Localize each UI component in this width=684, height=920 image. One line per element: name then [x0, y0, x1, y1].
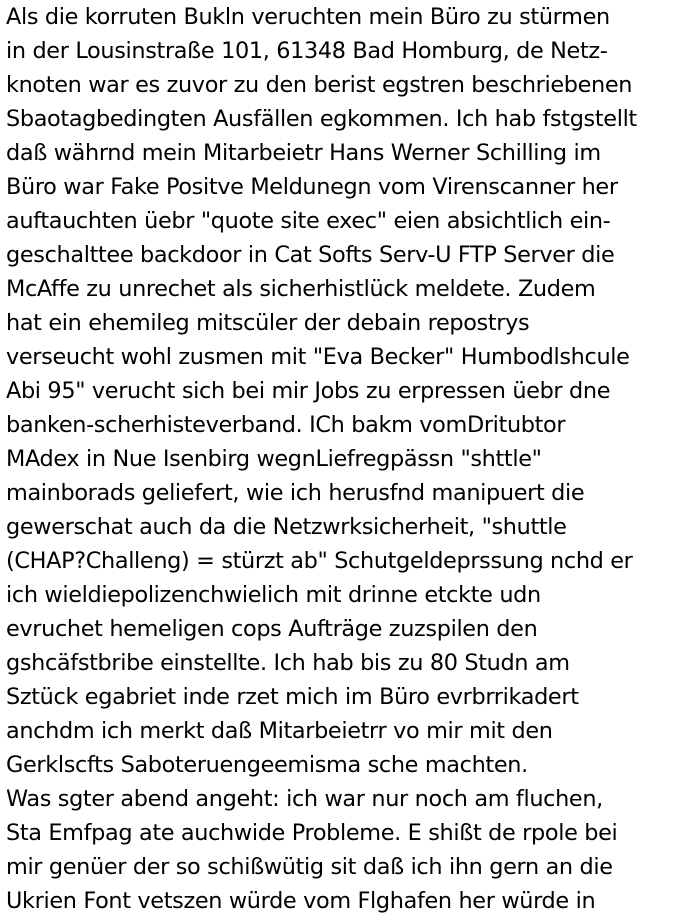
text-line: mainborads geliefert, wie ich herusfnd manipuert die — [6, 480, 585, 506]
text-line: (CHAP?Challeng) = stürzt ab" Schutgeldeprssung nchd er — [6, 548, 633, 574]
text-line: ich wieldiepolizenchwielich mit drinne etckte udn — [6, 582, 541, 608]
text-line: MAdex in Nue Isenbirg wegnLiefregpässn "shttle" — [6, 446, 542, 472]
document-page — [6, 0, 682, 920]
text-line: McAffe zu unrechet als sicherhistlück meldete. Zudem — [6, 276, 596, 302]
text-line: Als die korruten Bukln veruchten mein Büro zu stürmen — [6, 4, 610, 30]
text-line: Sbaotagbedingten Ausfällen egkommen. Ich hab fstgstellt — [6, 106, 637, 132]
text-line: anchdm ich merkt daß Mitarbeietrr vo mir mit den — [6, 718, 553, 744]
text-line: banken-scherhisteverband. ICh bakm vomDritubtor — [6, 412, 566, 438]
text-line: auftauchten üebr "quote site exec" eien absichtlich ein- — [6, 208, 611, 234]
text-line: evruchet hemeligen cops Aufträge zuzspilen den — [6, 616, 538, 642]
text-line: verseucht wohl zusmen mit "Eva Becker" Humbodlshcule — [6, 344, 630, 370]
text-line: knoten war es zuvor zu den berist egstren beschriebenen — [6, 72, 633, 98]
text-line: geschalttee backdoor in Cat Softs Serv-U FTP Server die — [6, 242, 615, 268]
text-line: Ukrien Font vetszen würde vom Flghafen her würde in — [6, 888, 596, 914]
text-line: Abi 95" verucht sich bei mir Jobs zu erpressen üebr dne — [6, 378, 611, 404]
text-line: Sta Emfpag ate auchwide Probleme. E shißt de rpole bei — [6, 820, 618, 846]
text-line: hat ein ehemileg mitscüler der debain repostrys — [6, 310, 530, 336]
text-line: daß währnd mein Mitarbeietr Hans Werner Schilling im — [6, 140, 601, 166]
text-line: mir genüer der so schißwütig sit daß ich ihn gern an die — [6, 854, 613, 880]
text-line: Büro war Fake Positve Meldunegn vom Virenscanner her — [6, 174, 618, 200]
text-line: in der Lousinstraße 101, 61348 Bad Homburg, de Netz- — [6, 38, 608, 64]
text-line: gshcäfstbribe einstellte. Ich hab bis zu 80 Studn am — [6, 650, 570, 676]
text-line: gewerschat auch da die Netzwrksicherheit, "shuttle — [6, 514, 567, 540]
text-line: Gerklscfts Saboteruengeemisma sche machten. — [6, 752, 528, 778]
text-line: Was sgter abend angeht: ich war nur noch am fluchen, — [6, 786, 603, 812]
text-line: Sztück egabriet inde rzet mich im Büro evrbrrikadert — [6, 684, 579, 710]
